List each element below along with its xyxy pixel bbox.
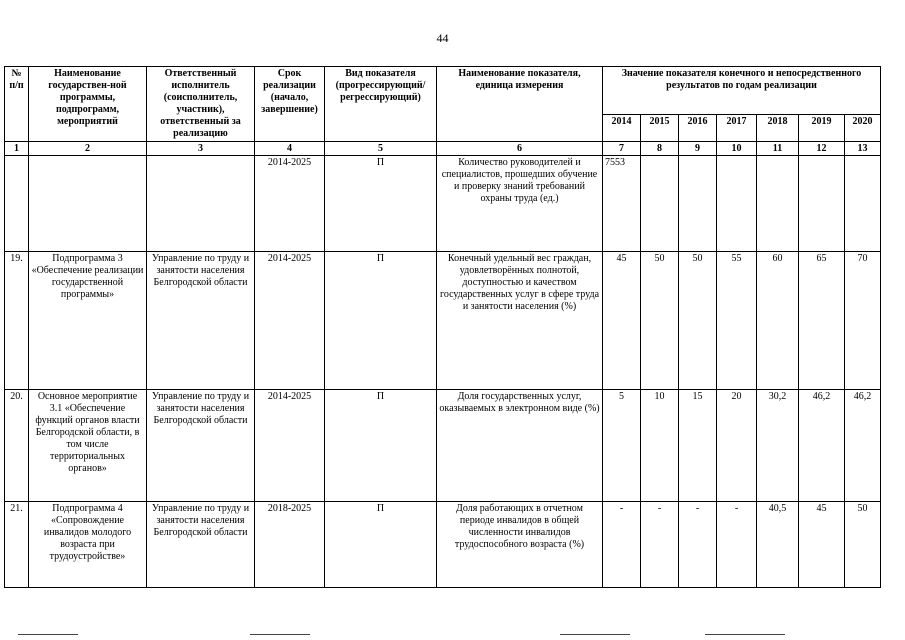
- row-value: 40,5: [757, 502, 799, 588]
- table-row: [5, 252, 881, 390]
- row-value: -: [603, 502, 641, 588]
- row-period: 2018-2025: [255, 502, 325, 588]
- header-year: 2014: [603, 115, 641, 142]
- column-number: 13: [845, 142, 881, 156]
- row-indicator-kind: П: [325, 252, 437, 390]
- header-year: 2020: [845, 115, 881, 142]
- column-number: 1: [5, 142, 29, 156]
- row-value: 7553: [603, 156, 641, 252]
- row-value: [679, 156, 717, 252]
- row-value: [845, 156, 881, 252]
- scan-edge-lines: [0, 622, 905, 640]
- row-indicator-name: Доля работающих в отчетном периоде инвалидов в общей численности инвалидов трудоспособного возраста (%): [437, 502, 603, 588]
- row-value: 50: [641, 252, 679, 390]
- row-num: 21.: [5, 502, 29, 588]
- column-number: 5: [325, 142, 437, 156]
- divider: [560, 634, 630, 635]
- row-value: 5: [603, 390, 641, 502]
- row-num: 20.: [5, 390, 29, 502]
- row-indicator-name: Доля государственных услуг, оказываемых в электронном виде (%): [437, 390, 603, 502]
- row-period: 2014-2025: [255, 252, 325, 390]
- row-value: -: [717, 502, 757, 588]
- column-number: 2: [29, 142, 147, 156]
- row-value: 46,2: [799, 390, 845, 502]
- divider: [705, 634, 785, 635]
- row-program-name: Подпрограмма 3 «Обеспечение реализации государственной программы»: [29, 252, 147, 390]
- header-row: [5, 67, 881, 115]
- header-period: Срок реализации (начало, завершение): [255, 67, 325, 142]
- column-number: 6: [437, 142, 603, 156]
- row-indicator-name: Количество руководителей и специалистов, прошедших обучение и проверку знаний требований охраны труда (ед.): [437, 156, 603, 252]
- row-indicator-kind: П: [325, 390, 437, 502]
- header-num: № п/п: [5, 67, 29, 142]
- table-row: [5, 390, 881, 502]
- row-num: 19.: [5, 252, 29, 390]
- row-value: 50: [679, 252, 717, 390]
- column-number: 7: [603, 142, 641, 156]
- header-program-name: Наименование государствен-ной программы, подпрограмм, мероприятий: [29, 67, 147, 142]
- row-responsible: Управление по труду и занятости населения Белгородской области: [147, 252, 255, 390]
- header-year: 2016: [679, 115, 717, 142]
- column-number-row: [5, 142, 881, 156]
- header-year: 2017: [717, 115, 757, 142]
- row-indicator-kind: П: [325, 502, 437, 588]
- header-year: 2018: [757, 115, 799, 142]
- row-value: 50: [845, 502, 881, 588]
- row-value: 70: [845, 252, 881, 390]
- column-number: 8: [641, 142, 679, 156]
- row-value: [717, 156, 757, 252]
- header-indicator-name: Наименование показателя, единица измерения: [437, 67, 603, 142]
- column-number: 3: [147, 142, 255, 156]
- header-year: 2019: [799, 115, 845, 142]
- header-indicator-kind: Вид показателя (прогрессирующий/ регрессирующий): [325, 67, 437, 142]
- column-number: 4: [255, 142, 325, 156]
- row-value: 60: [757, 252, 799, 390]
- row-period: 2014-2025: [255, 156, 325, 252]
- row-program-name: [29, 156, 147, 252]
- row-indicator-kind: П: [325, 156, 437, 252]
- header-values-group: Значение показателя конечного и непосредственного результатов по годам реализации: [603, 67, 881, 115]
- table-row: [5, 502, 881, 588]
- row-indicator-name: Конечный удельный вес граждан, удовлетворённых полнотой, доступностью и качеством государственных услуг в сфере труда и занятости населения (%): [437, 252, 603, 390]
- divider: [250, 634, 310, 635]
- row-value: 10: [641, 390, 679, 502]
- row-value: 15: [679, 390, 717, 502]
- header-responsible: Ответственный исполнитель (соисполнитель, участник), ответственный за реализацию: [147, 67, 255, 142]
- row-value: [799, 156, 845, 252]
- row-value: -: [641, 502, 679, 588]
- row-value: 30,2: [757, 390, 799, 502]
- row-value: 55: [717, 252, 757, 390]
- row-value: 46,2: [845, 390, 881, 502]
- row-value: 20: [717, 390, 757, 502]
- table-row: [5, 156, 881, 252]
- row-value: 65: [799, 252, 845, 390]
- row-value: -: [679, 502, 717, 588]
- row-value: [757, 156, 799, 252]
- row-responsible: [147, 156, 255, 252]
- row-num: [5, 156, 29, 252]
- indicators-table: [4, 66, 881, 588]
- row-period: 2014-2025: [255, 390, 325, 502]
- column-number: 9: [679, 142, 717, 156]
- row-value: [641, 156, 679, 252]
- row-value: 45: [603, 252, 641, 390]
- column-number: 11: [757, 142, 799, 156]
- row-value: 45: [799, 502, 845, 588]
- column-number: 12: [799, 142, 845, 156]
- row-program-name: Основное мероприятие 3.1 «Обеспечение функций органов власти Белгородской области, в том числе территориальных органов»: [29, 390, 147, 502]
- page-number: 44: [436, 31, 449, 45]
- header-year: 2015: [641, 115, 679, 142]
- row-program-name: Подпрограмма 4 «Сопровождение инвалидов молодого возраста при трудоустройстве»: [29, 502, 147, 588]
- column-number: 10: [717, 142, 757, 156]
- divider: [18, 634, 78, 635]
- row-responsible: Управление по труду и занятости населения Белгородской области: [147, 502, 255, 588]
- row-responsible: Управление по труду и занятости населения Белгородской области: [147, 390, 255, 502]
